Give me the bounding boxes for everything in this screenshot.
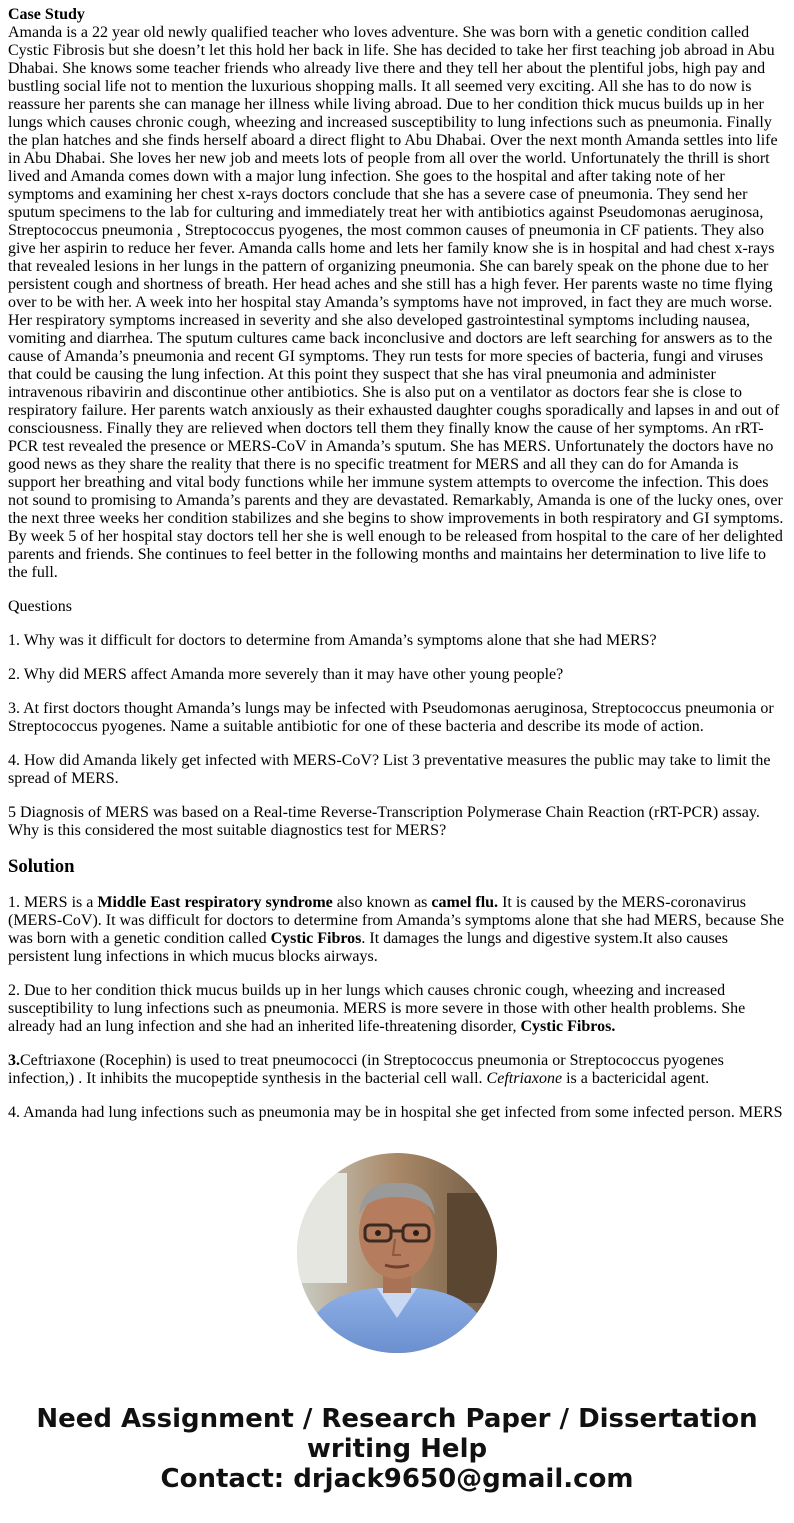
answer-1 [8,894,786,966]
footer-banner [0,1122,794,1523]
answer-2 [8,982,786,1036]
answer-4 [8,1104,786,1122]
question-5: 5 Diagnosis of MERS was based on a Real-time Reverse-Transcription Polymerase Chain Reaction (rRT-PCR) assay. Why is this considered the most suitable diagnostics test for MERS? [8,804,760,839]
answer-1-text-c: It is caused by the MERS-coronavirus (MERS-CoV). It was difficult for doctors to determine from Amanda’s symptoms alone that she had MERS, because She was born with a genetic condition called [8,894,785,947]
answer-1-bold-b: camel flu. [431,894,499,911]
case-study-heading: Case Study [8,6,85,23]
answer-1-bold-c: Cystic Fibros [270,930,362,947]
case-study-text: Amanda is a 22 year old newly qualified teacher who loves adventure. She was born with a genetic condition called Cystic Fibrosis but she doesn’t let this hold her back in life. She has decided to take her first teaching job abroad in Abu Dhabai. She knows some teacher friends who already live there and they tell her about the plentiful jobs, high pay and bustling social life not to mention the luxurious shopping malls. It all seemed very exciting. All she has to do now is reassure her parents she can manage her illness while living abroad. Due to her condition thick mucus builds up in her lungs which causes chronic cough, wheezing and increased susceptibility to lung infections such as pneumonia. Finally the plan hatches and she finds herself aboard a direct flight to Abu Dhabai. Over the next month Amanda settles into life in Abu Dhabai. She loves her new job and meets lots of people from all over the world. Unfortunately the thrill is short lived and Amanda comes down with a major lung infection. She goes to the hospital and after taking note of her symptoms and examining her chest x-rays doctors conclude that she has a severe case of pneumonia. They send her sputum specimens to the lab for culturing and immediately treat her with antibiotics against Pseudomonas aeruginosa, Streptococcus pneumonia , Streptococcus pyogenes, the most common causes of pneumonia in CF patients. They also give her aspirin to reduce her fever. Amanda calls home and lets her family know she is in hospital and had chest x-rays that revealed lesions in her lungs in the pattern of organizing pneumonia. She can barely speak on the phone due to her persistent cough and shortness of breath. Her head aches and she still has a high fever. Her parents waste no time flying over to be with her. A week into her hospital stay Amanda’s symptoms have not improved, in fact they are much worse. Her respiratory symptoms increased in severity and she also developed gastrointestinal symptoms including nausea, vomiting and diarrhea. The sputum cultures came back inconclusive and doctors are left searching for answers as to the cause of Amanda’s pneumonia and recent GI symptoms. They run tests for more species of bacteria, fungi and viruses that could be causing the lung infection. At this point they suspect that she has viral pneumonia and administer intravenous ribavirin and discontinue other antibiotics. She is also put on a ventilator as doctors fear she is close to respiratory failure. Her parents watch anxiously as their exhausted daughter coughs sporadically and lapses in and out of consciousness. Finally they are relieved when doctors tell them they finally know the cause of her symptoms. An rRT-PCR test revealed the presence or MERS-CoV in Amanda’s sputum. She has MERS. Unfortunately the doctors have no good news as they share the reality that there is no specific treatment for MERS and all they can do for Amanda is support her breathing and vital body functions while her immune system attempts to overcome the infection. This does not sound to promising to Amanda’s parents and they are devastated. Remarkably, Amanda is one of the lucky ones, over the next three weeks her condition stabilizes and she begins to show improvements in both respiratory and GI symptoms. By week 5 of her hospital stay doctors tell her she is well enough to be released from hospital to the care of her delighted parents and friends. She continues to feel better in the following months and maintains her determination to live life to the full. [8,24,784,581]
promo-line-1: Need Assignment / Research Paper / Dissertation [36,1404,758,1434]
answer-4-text: 4. Amanda had lung infections such as pneumonia may be in hospital she get infected from some infected person. MERS [8,1104,783,1121]
answer-2-bold-a: Cystic Fibros. [520,1018,616,1035]
answer-1-text-a: 1. MERS is a [8,894,98,911]
question-3: 3. At first doctors thought Amanda’s lungs may be infected with Pseudomonas aeruginosa, Streptococcus pneumonia or Streptococcus pyogenes. Name a suitable antibiotic for one of these bacteria and describe its mode of action. [8,700,774,735]
questions-heading: Questions [8,598,72,615]
answer-3-italic: Ceftriaxone [486,1070,563,1087]
portrait-svg [297,1153,497,1353]
document-body [8,6,786,1122]
answer-3-text-a: Ceftriaxone (Rocephin) is used to treat pneumococci (in Streptococcus pneumonia or Streptococcus pyogenes infection,) . It inhibits the mucopeptide synthesis in the bacterial cell wall. [8,1052,724,1087]
answer-1-text-b: also known as [332,894,432,911]
question-1: 1. Why was it difficult for doctors to determine from Amanda’s symptoms alone that she had MERS? [8,632,657,649]
promo-text [0,1404,794,1494]
answer-1-text-d: . It damages the lungs and digestive system.It also causes persistent lung infections in which mucus blocks airways. [8,930,728,965]
answer-3-text-b: is a bactericidal agent. [562,1070,710,1087]
answer-3 [8,1052,786,1088]
portrait-photo-icon [297,1153,497,1353]
answer-3-number: 3. [8,1052,20,1069]
question-4: 4. How did Amanda likely get infected with MERS-CoV? List 3 preventative measures the public may take to limit the spread of MERS. [8,752,771,787]
promo-line-2: writing Help [306,1434,488,1464]
solution-heading: Solution [8,856,75,877]
question-2: 2. Why did MERS affect Amanda more severely than it may have other young people? [8,666,564,683]
answer-1-bold-a: Middle East respiratory syndrome [97,894,333,911]
promo-contact: Contact: drjack9650@gmail.com [160,1464,634,1494]
case-study-section [8,6,786,582]
answer-2-text-a: 2. Due to her condition thick mucus builds up in her lungs which causes chronic cough, wheezing and increased susceptibility to lung infections such as pneumonia. MERS is more severe in those with other health problems. She already had an lung infection and she had an inherited life-threatening disorder, [8,982,746,1035]
